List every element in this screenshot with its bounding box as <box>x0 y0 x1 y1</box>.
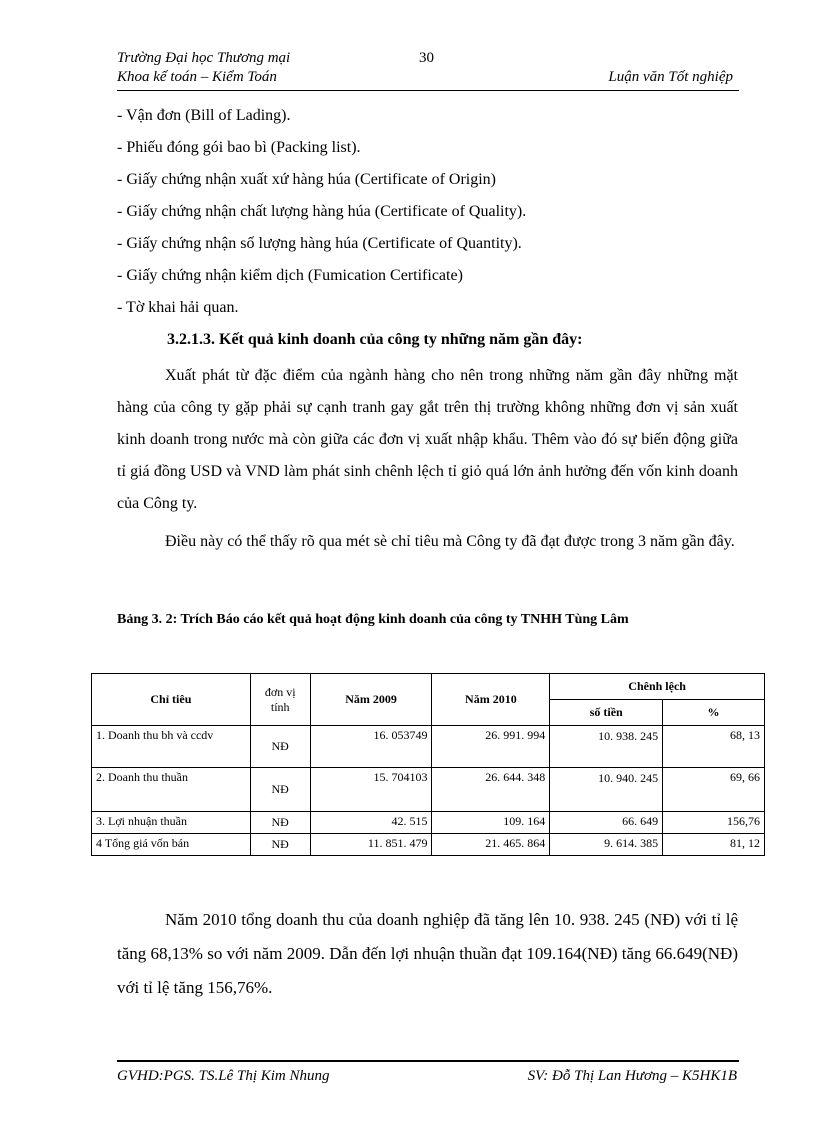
page-footer <box>117 1060 739 1084</box>
paragraph: Điều này có thể thấy rõ qua mét sè chỉ tiêu mà Công ty đã đạt được trong 3 năm gần đây. <box>165 533 735 550</box>
bullet-item: - Giấy chứng nhận số lượng hàng húa (Certificate of Quantity). <box>117 235 522 252</box>
faculty-name: Khoa kế toán – Kiểm Toán <box>117 69 277 85</box>
table-caption: Bảng 3. 2: Trích Báo cáo kết quả hoạt động kinh doanh của công ty TNHH Tùng Lâm <box>117 612 629 627</box>
row-amount: 10. 940. 245 <box>550 768 663 812</box>
school-name: Trường Đại học Thương mại <box>117 50 291 66</box>
bullet-item: - Giấy chứng nhận chất lượng hàng húa (Certificate of Quality). <box>117 203 527 220</box>
document-type: Luận văn Tốt nghiệp <box>608 69 733 85</box>
row-name: 2. Doanh thu thuần <box>92 768 251 812</box>
row-name: 4 Tổng giá vốn bán <box>92 834 251 856</box>
section-heading: 3.2.1.3. Kết quả kinh doanh của công ty những năm gần đây: <box>167 331 583 348</box>
table-row <box>92 726 765 768</box>
row-2010: 26. 644. 348 <box>432 768 550 812</box>
header-unit: đơn vị tính <box>250 674 310 726</box>
row-name: 3. Lợi nhuận thuần <box>92 812 251 834</box>
table-row <box>92 768 765 812</box>
row-2009: 11. 851. 479 <box>310 834 432 856</box>
row-unit: NĐ <box>250 726 310 768</box>
main-content <box>117 104 738 558</box>
advisor-name: GVHD:PGS. TS.Lê Thị Kim Nhung <box>117 1068 330 1084</box>
row-percent: 81, 12 <box>663 834 765 856</box>
bullet-item: - Giấy chứng nhận xuất xứ hàng húa (Certificate of Origin) <box>117 171 496 188</box>
row-2010: 26. 991. 994 <box>432 726 550 768</box>
conclusion-paragraph: Năm 2010 tổng doanh thu của doanh nghiệp đã tăng lên 10. 938. 245 (NĐ) với tỉ lệ tăng 68,13% so với năm 2009. Dẫn đến lợi nhuận thuần đạt 109.164(NĐ) tăng 66.649(NĐ) với tỉ lệ tăng 156,76%. <box>117 910 738 997</box>
row-amount: 9. 614. 385 <box>550 834 663 856</box>
header-indicator: Chỉ tiêu <box>92 674 251 726</box>
row-2009: 42. 515 <box>310 812 432 834</box>
row-percent: 69, 66 <box>663 768 765 812</box>
row-amount: 10. 938. 245 <box>550 726 663 768</box>
row-2010: 109. 164 <box>432 812 550 834</box>
row-percent: 68, 13 <box>663 726 765 768</box>
header-2009: Năm 2009 <box>310 674 432 726</box>
page-header <box>117 50 739 91</box>
row-name: 1. Doanh thu bh và ccdv <box>92 726 251 768</box>
row-amount: 66. 649 <box>550 812 663 834</box>
row-unit: NĐ <box>250 768 310 812</box>
row-unit: NĐ <box>250 834 310 856</box>
bullet-item: - Giấy chứng nhận kiểm dịch (Fumication Certificate) <box>117 267 463 284</box>
student-name: SV: Đỗ Thị Lan Hương – K5HK1B <box>527 1068 737 1084</box>
bullet-item: - Tờ khai hải quan. <box>117 299 239 316</box>
row-percent: 156,76 <box>663 812 765 834</box>
page-number: 30 <box>419 50 434 66</box>
table-row <box>92 834 765 856</box>
row-2009: 16. 053749 <box>310 726 432 768</box>
bullet-item: - Vận đơn (Bill of Lading). <box>117 107 291 124</box>
header-2010: Năm 2010 <box>432 674 550 726</box>
header-difference: Chênh lệch <box>550 674 765 700</box>
table-row <box>92 812 765 834</box>
header-percent: % <box>663 700 765 726</box>
results-table <box>91 673 765 856</box>
bullet-item: - Phiếu đóng gói bao bì (Packing list). <box>117 139 361 156</box>
row-unit: NĐ <box>250 812 310 834</box>
row-2009: 15. 704103 <box>310 768 432 812</box>
header-amount: số tiền <box>550 700 663 726</box>
row-2010: 21. 465. 864 <box>432 834 550 856</box>
paragraph: Xuất phát từ đặc điểm của ngành hàng cho nên trong những năm gần đây những mặt hàng của công ty gặp phải sự cạnh tranh gay gắt trên thị trường không những đơn vị sản xuất kinh doanh trong nước mà còn giữa các đơn vị xuất nhập khẩu. Thêm vào đó sự biến động giữa tỉ giá đồng USD và VND làm phát sinh chênh lệch tỉ giỏ quá lớn ảnh hưởng đến vốn kinh doanh của Công ty. <box>117 367 738 512</box>
